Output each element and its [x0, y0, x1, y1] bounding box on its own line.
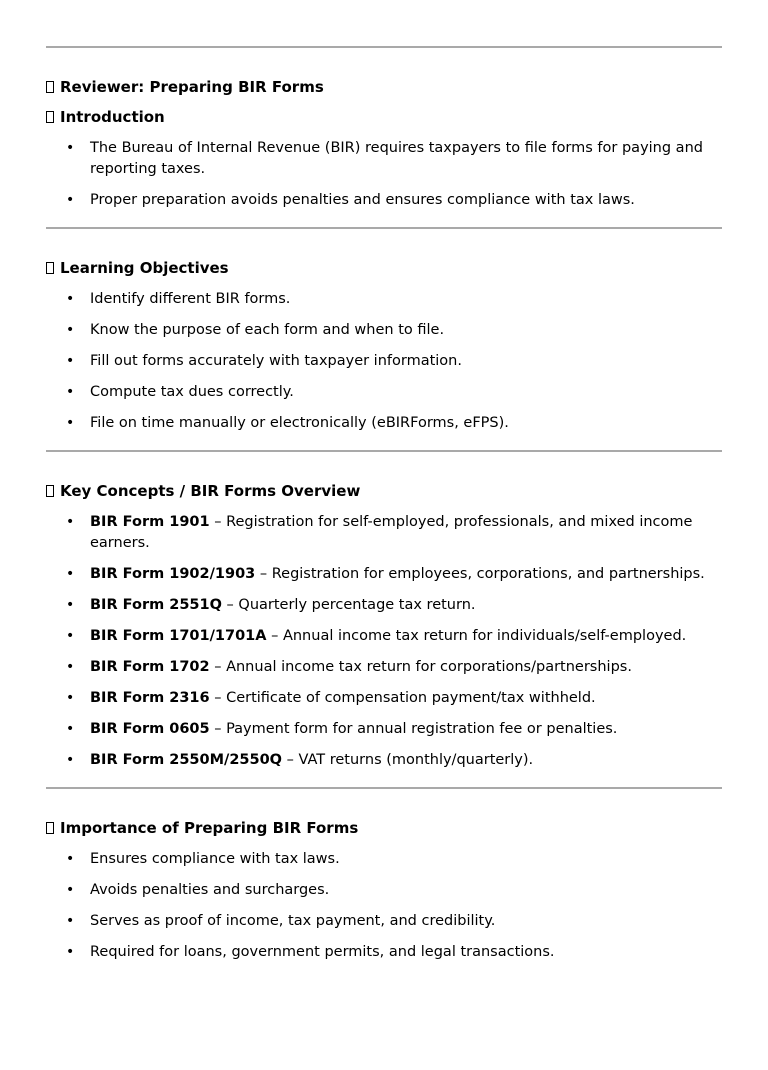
list-item: • BIR Form 1701/1701A – Annual income tax return for individuals/self-employed. [46, 626, 722, 647]
list-item: • Identify different BIR forms. [46, 289, 722, 310]
bullet-icon: • [66, 140, 75, 156]
section-heading-text: Introduction [60, 108, 165, 126]
bullet-icon: • [66, 322, 75, 338]
missing-glyph-box-icon [46, 262, 54, 274]
bullet-icon: • [66, 384, 75, 400]
bullet-icon: • [66, 353, 75, 369]
bullet-icon: • [66, 628, 75, 644]
bullet-icon: • [66, 721, 75, 737]
section-heading-text: Learning Objectives [60, 259, 229, 277]
bullet-icon: • [66, 882, 75, 898]
form-name: BIR Form 2551Q [90, 597, 222, 613]
document-page [0, 46, 768, 1070]
bullet-icon: • [66, 597, 75, 613]
bullet-list [46, 138, 722, 211]
list-item: • Proper preparation avoids penalties and ensures compliance with tax laws. [46, 190, 722, 211]
bullet-icon: • [66, 566, 75, 582]
list-item: • BIR Form 2316 – Certificate of compensation payment/tax withheld. [46, 688, 722, 709]
form-name: BIR Form 0605 [90, 721, 210, 737]
section-heading [46, 107, 722, 127]
section-introduction [46, 48, 722, 227]
bullet-list [46, 849, 722, 963]
bullet-icon: • [66, 514, 75, 530]
form-name: BIR Form 2550M/2550Q [90, 752, 283, 768]
form-name: BIR Form 1901 [90, 514, 210, 530]
list-item: • Know the purpose of each form and when to file. [46, 320, 722, 341]
bullet-list [46, 289, 722, 434]
list-item: • Ensures compliance with tax laws. [46, 849, 722, 870]
form-name: BIR Form 1702 [90, 659, 210, 675]
bullet-icon: • [66, 690, 75, 706]
list-item: • BIR Form 1702 – Annual income tax return for corporations/partnerships. [46, 657, 722, 678]
bullet-icon: • [66, 415, 75, 431]
document-title [46, 77, 722, 97]
list-item: • BIR Form 1901 – Registration for self-employed, professionals, and mixed income earners. [66, 514, 693, 551]
section-heading [46, 818, 722, 838]
list-item: • BIR Form 2551Q – Quarterly percentage tax return. [46, 595, 722, 616]
bullet-icon: • [66, 192, 75, 208]
list-item: • Fill out forms accurately with taxpayer information. [46, 351, 722, 372]
section-importance [46, 789, 722, 979]
missing-glyph-box-icon [46, 485, 54, 497]
form-name: BIR Form 1701/1701A [90, 628, 267, 644]
list-item: • Required for loans, government permits, and legal transactions. [46, 942, 722, 963]
missing-glyph-box-icon [46, 111, 54, 123]
missing-glyph-box-icon [46, 822, 54, 834]
bullet-icon: • [66, 851, 75, 867]
bullet-icon: • [66, 291, 75, 307]
section-heading-text: Key Concepts / BIR Forms Overview [60, 482, 361, 500]
section-key-concepts [46, 452, 722, 787]
list-item: • Serves as proof of income, tax payment, and credibility. [46, 911, 722, 932]
bullet-icon: • [66, 913, 75, 929]
bullet-icon: • [66, 659, 75, 675]
list-item: • File on time manually or electronically (eBIRForms, eFPS). [46, 413, 722, 434]
form-name: BIR Form 1902/1903 [90, 566, 256, 582]
section-heading [46, 258, 722, 278]
bullet-icon: • [66, 752, 75, 768]
document-title-text: Reviewer: Preparing BIR Forms [60, 78, 324, 96]
missing-glyph-box-icon [46, 81, 54, 93]
list-item: • BIR Form 1902/1903 – Registration for employees, corporations, and partnerships. [46, 564, 722, 585]
list-item: • BIR Form 0605 – Payment form for annual registration fee or penalties. [46, 719, 722, 740]
list-item: • BIR Form 2550M/2550Q – VAT returns (monthly/quarterly). [46, 750, 722, 771]
section-learning-objectives [46, 229, 722, 450]
bullet-list [46, 512, 722, 771]
list-item: • The Bureau of Internal Revenue (BIR) requires taxpayers to file forms for paying and reporting taxes. [66, 140, 703, 177]
section-heading-text: Importance of Preparing BIR Forms [60, 819, 359, 837]
list-item: • Avoids penalties and surcharges. [46, 880, 722, 901]
list-item: • Compute tax dues correctly. [46, 382, 722, 403]
bullet-icon: • [66, 944, 75, 960]
form-name: BIR Form 2316 [90, 690, 210, 706]
section-heading [46, 481, 722, 501]
